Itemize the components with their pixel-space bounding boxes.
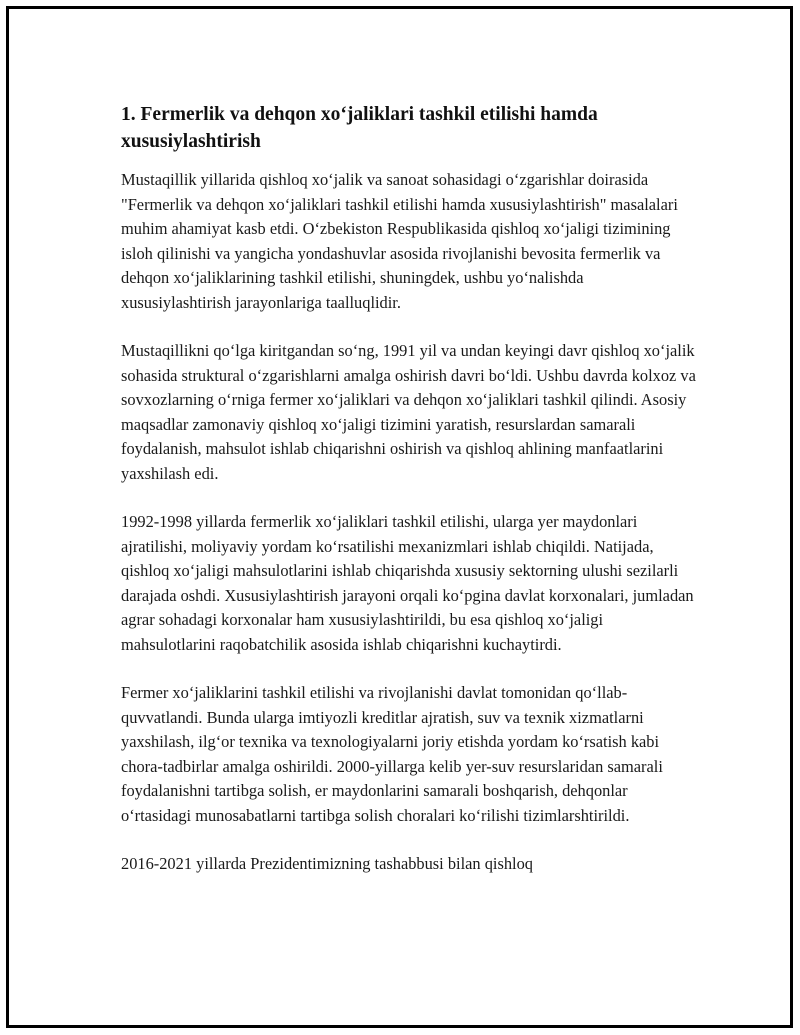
- paragraph-5: 2016-2021 yillarda Prezidentimizning tashabbusi bilan qishloq: [121, 854, 533, 873]
- paragraph-2: Mustaqillikni qo‘lga kiritgandan so‘ng, 1991 yil va undan keyingi davr qishloq xo‘jalik sohasida struktural o‘zgarishlarni amalga oshirish davri bo‘ldi. Ushbu davrda kolxoz va sovxozlarning o‘rniga fermer xo‘jaliklari va dehqon xo‘jaliklari tashkil qilindi. Asosiy maqsadlar zamonaviy qishloq xo‘jaligi tizimini yaratish, resurslardan samarali foydalanish, mahsulot ishlab chiqarishni oshirish va qishloq ahlining manfaatlarini yaxshilash edi.: [121, 341, 696, 483]
- section-heading: 1. Fermerlik va dehqon xo‘jaliklari tashkil etilishi hamda xususiylashtirish: [121, 104, 598, 152]
- page-frame: [6, 6, 793, 1028]
- paragraph-4: Fermer xo‘jaliklarini tashkil etilishi va rivojlanishi davlat tomonidan qo‘llab-quvvatlandi. Bunda ularga imtiyozli kreditlar ajratish, suv va texnik xizmatlarni yaxshilash, ilg‘or texnika va texnologiyalarni joriy etishda yordam ko‘rsatish kabi chora-tadbirlar amalga oshirildi. 2000-yillarga kelib yer-suv resurslaridan samarali foydalanishni tartibga solish, er maydonlarini samarali boshqarish, dehqonlar o‘rtasidagi munosabatlarni tartibga solish choralari ko‘rilishi tizimlarshtirildi.: [121, 683, 663, 825]
- document-body: [121, 101, 696, 877]
- paragraph-1: Mustaqillik yillarida qishloq xo‘jalik va sanoat sohasidagi o‘zgarishlar doirasida "Fermerlik va dehqon xo‘jaliklari tashkil etilishi hamda xususiylashtirish" masalalari muhim ahamiyat kasb etdi. O‘zbekiston Respublikasida qishloq xo‘jaligi tizimining isloh qilinishi va yangicha yondashuvlar asosida rivojlanishi bevosita fermerlik va dehqon xo‘jaliklarining tashkil etilishi, shuningdek, ushbu yo‘nalishda xususiylashtirish jarayonlariga taalluqlidir.: [121, 170, 678, 312]
- paragraph-3: 1992-1998 yillarda fermerlik xo‘jaliklari tashkil etilishi, ularga yer maydonlari ajratilishi, moliyaviy yordam ko‘rsatilishi mexanizmlari ishlab chiqildi. Natijada, qishloq xo‘jaligi mahsulotlarini ishlab chiqarishda xususiy sektorning ulushi sezilarli darajada oshdi. Xususiylashtirish jarayoni orqali ko‘pgina davlat korxonalari, jumladan agrar sohadagi korxonalar ham xususiylashtirildi, bu esa qishloq xo‘jaligi mahsulotlarini raqobatchilik asosida ishlab chiqarishni kuchaytirdi.: [121, 512, 694, 654]
